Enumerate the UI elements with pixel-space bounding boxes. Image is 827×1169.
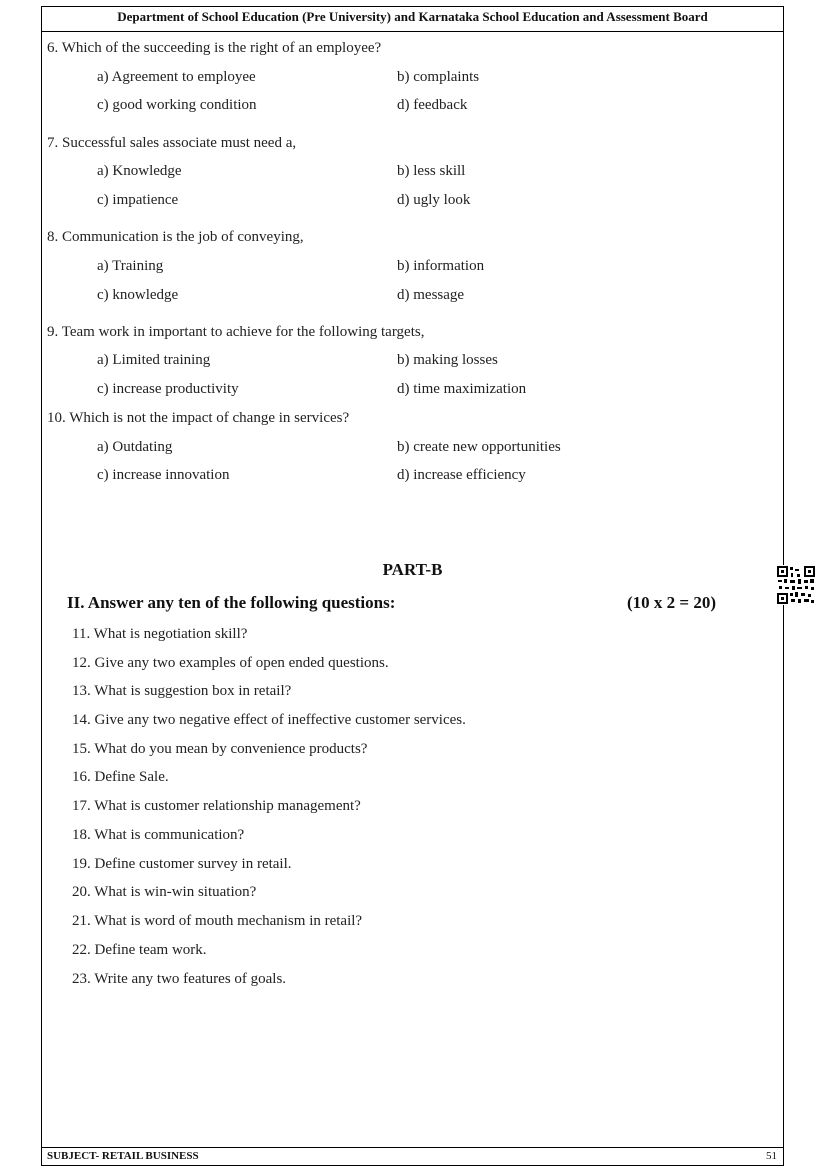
short-question: 18. What is communication? xyxy=(72,827,245,843)
section-heading: II. Answer any ten of the following questions: xyxy=(67,593,396,612)
short-question: 13. What is suggestion box in retail? xyxy=(72,683,292,699)
mcq-option: a) Training xyxy=(97,258,164,274)
mcq-option: b) making losses xyxy=(397,352,498,368)
mcq-option: d) ugly look xyxy=(397,192,471,208)
mcq-option: d) time maximization xyxy=(397,381,527,397)
mcq-option: d) message xyxy=(397,287,465,303)
mcq-option: c) good working condition xyxy=(97,97,257,113)
short-question: 12. Give any two examples of open ended questions. xyxy=(72,655,389,671)
mcq-question: 10. Which is not the impact of change in services? xyxy=(47,410,350,426)
mcq-option: a) Outdating xyxy=(97,439,173,455)
mcq-option: c) knowledge xyxy=(97,287,179,303)
short-question: 14. Give any two negative effect of ineffective customer services. xyxy=(72,712,466,728)
mcq-option: a) Knowledge xyxy=(97,163,182,179)
short-question: 15. What do you mean by convenience products? xyxy=(72,741,368,757)
mcq-question: 7. Successful sales associate must need a, xyxy=(47,135,297,151)
mcq-option: b) create new opportunities xyxy=(397,439,561,455)
short-question: 21. What is word of mouth mechanism in retail? xyxy=(72,913,363,929)
mcq-question: 8. Communication is the job of conveying, xyxy=(47,229,304,245)
mcq-option: d) increase efficiency xyxy=(397,467,526,483)
mcq-option: c) increase innovation xyxy=(97,467,230,483)
short-question: 11. What is negotiation skill? xyxy=(72,626,248,642)
mcq-option: a) Agreement to employee xyxy=(97,69,256,85)
mcq-question: 9. Team work in important to achieve for the following targets, xyxy=(47,324,425,340)
qr-code-icon xyxy=(776,565,816,605)
mcq-option: c) impatience xyxy=(97,192,179,208)
footer-divider xyxy=(41,1147,784,1148)
short-question: 16. Define Sale. xyxy=(72,769,169,785)
short-question: 22. Define team work. xyxy=(72,942,207,958)
mcq-option: b) complaints xyxy=(397,69,480,85)
mcq-option: b) less skill xyxy=(397,163,466,179)
page-border xyxy=(41,6,784,1166)
mcq-question: 6. Which of the succeeding is the right of an employee? xyxy=(47,40,382,56)
mcq-option: c) increase productivity xyxy=(97,381,239,397)
short-question: 20. What is win-win situation? xyxy=(72,884,257,900)
header-title: Department of School Education (Pre University) and Karnataka School Education and Assessment Board xyxy=(117,9,708,24)
footer-subject: SUBJECT- RETAIL BUSINESS xyxy=(47,1150,199,1162)
mcq-option: a) Limited training xyxy=(97,352,211,368)
part-title: PART-B xyxy=(382,560,443,579)
short-question: 17. What is customer relationship management? xyxy=(72,798,361,814)
marks-allocation: (10 x 2 = 20) xyxy=(627,593,717,612)
mcq-option: d) feedback xyxy=(397,97,468,113)
mcq-option: b) information xyxy=(397,258,485,274)
header-divider xyxy=(41,31,784,32)
short-question: 23. Write any two features of goals. xyxy=(72,971,287,987)
page-number: 51 xyxy=(766,1150,777,1162)
short-question: 19. Define customer survey in retail. xyxy=(72,856,292,872)
